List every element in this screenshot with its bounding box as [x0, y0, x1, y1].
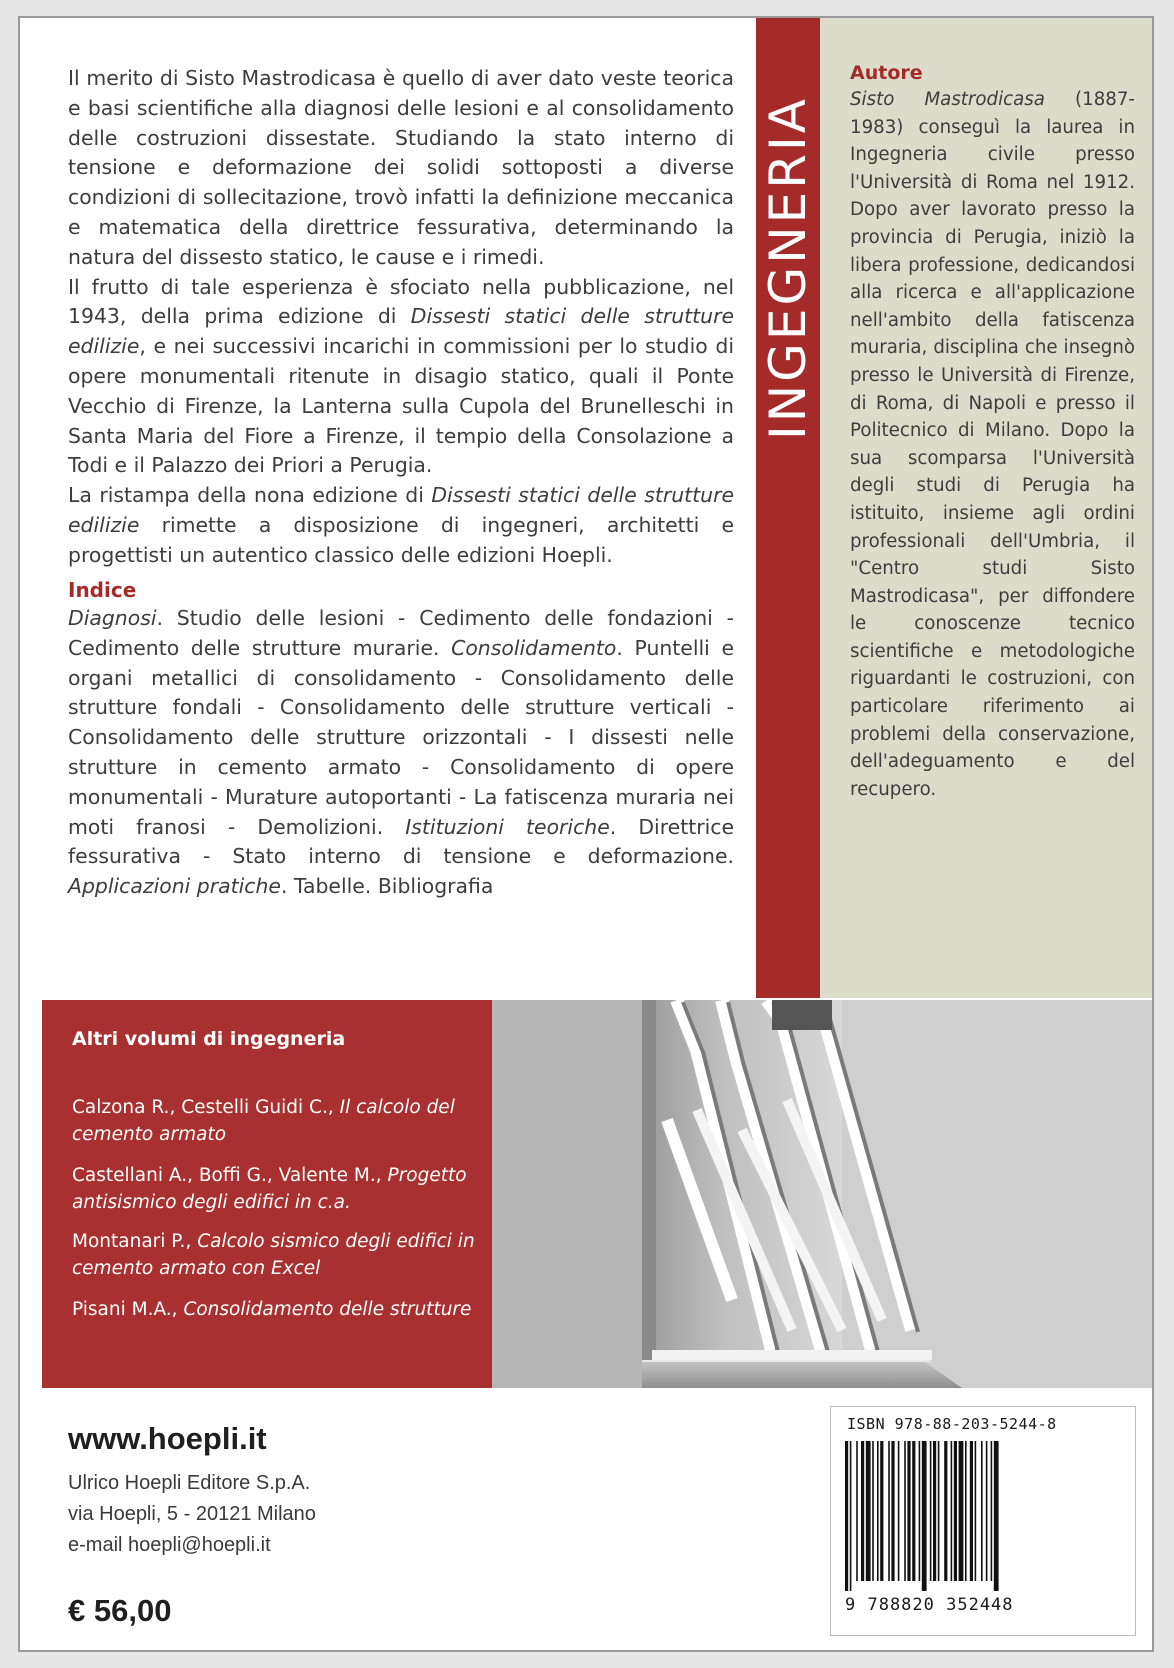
description-paragraph-1: Il merito di Sisto Mastrodicasa è quello di aver dato veste teorica e basi scientifiche alla diagnosi delle lesioni e al consolidamento delle costruzioni dissestate. Studiando la stato interno di tensione e deformazione dei solidi sottoposti a diverse condizioni di sollecitazione, trovò infatti la definizione meccanica e matematica della direttrice fessurativa, determinando la natura del dissesto statico, le cause e i rimedi.: [68, 66, 734, 269]
book-item: [72, 1094, 482, 1148]
barcode-bar: [944, 1441, 947, 1581]
book-authors: Montanari P.,: [72, 1231, 198, 1252]
index-section: Istituzioni teoriche: [405, 814, 610, 839]
barcode-bar: [951, 1441, 953, 1581]
barcode-bar: [994, 1441, 999, 1591]
author-bio: [850, 86, 1135, 803]
book-authors: Pisani M.A.,: [72, 1299, 184, 1320]
book-title: Consolidamento delle strutture: [183, 1299, 472, 1320]
description-text: Il frutto di tale esperienza è sfociato nella pubblicazione, nel 1943, della prima edizione di: [68, 274, 734, 329]
book-authors: Calzona R., Cestelli Guidi C.,: [72, 1097, 340, 1118]
book-description: [68, 64, 734, 571]
cover-photo: [492, 1000, 1154, 1388]
barcode-bar: [845, 1441, 848, 1591]
barcode-bar: [965, 1441, 967, 1581]
barcode-icon: [845, 1441, 1121, 1591]
other-books-title: Altri volumi di ingegneria: [72, 1028, 346, 1050]
barcode-bar: [991, 1441, 993, 1581]
barcode-bar: [919, 1441, 921, 1581]
publisher-name: Ulrico Hoepli Editore S.p.A.: [68, 1472, 311, 1494]
author-name: Sisto Mastrodicasa: [850, 89, 1045, 110]
book-authors: Castellani A., Boffi G., Valente M.,: [72, 1165, 388, 1186]
description-text: rimette a disposizione di ingegneri, architetti e progettisti un autentico classico delle edizioni Hoepli.: [68, 512, 734, 567]
barcode-bar: [888, 1441, 890, 1581]
publisher-address: via Hoepli, 5 - 20121 Milano: [68, 1503, 316, 1525]
spine-label: INGEGNERIA: [759, 96, 818, 440]
barcode-bar: [861, 1441, 864, 1581]
barcode-bar: [938, 1441, 940, 1581]
description-paragraph-2: [68, 273, 734, 482]
publisher-info: [68, 1468, 316, 1561]
structure-illustration: [492, 1000, 1154, 1388]
barcode-bar: [970, 1441, 973, 1581]
barcode-bar: [872, 1441, 874, 1581]
index-section: Consolidamento: [451, 635, 617, 660]
description-text: La ristampa della nona edizione di: [68, 483, 432, 508]
description-paragraph-3: [68, 481, 734, 570]
spine-title: [760, 58, 816, 478]
author-heading: Autore: [850, 62, 923, 84]
barcode-bar: [877, 1441, 879, 1581]
barcode-bar: [898, 1441, 900, 1581]
barcode-bar: [933, 1441, 936, 1581]
barcode-box: [830, 1406, 1136, 1636]
index-text: . Studio delle lesioni - Cedimento delle fondazioni - Cedimento delle strutture murarie.: [68, 606, 734, 660]
author-bio-text: (1887-1983) conseguì la laurea in Ingegneria civile presso l'Università di Roma nel 1912. Dopo aver lavorato presso la provincia di Perugia, iniziò la libera professione, dedicandosi alla ricerca e all'applicazione nell'ambito della fatiscenza muraria, disciplina che insegnò presso le Università di Firenze, di Roma, di Napoli e presso il Politecnico di Milano. Dopo la sua scomparsa l'Università degli studi di Perugia ha istituito, insieme agli ordini professionali dell'Umbria, il "Centro studi Sisto Mastrodicasa", per diffondere le conoscenze tecnico scientifiche e metodologiche riguardanti le costruzioni, con particolare riferimento ai problemi della conservazione, dell'adeguamento e del recupero.: [850, 89, 1135, 800]
description-text: , e nei successivi incarichi in commissioni per lo studio di opere monumentali ritenute in disagio statico, quali il Ponte Vecchio di Firenze, la Lanterna sulla Cupola del Brunelleschi in Santa Maria del Fiore a Firenze, il tempio della Consolazione a Todi e il Palazzo dei Priori a Perugia.: [68, 334, 734, 478]
index-text: . Puntelli e organi metallici di consolidamento - Consolidamento delle strutture fondali - Consolidamento delle strutture verticali - Consolidamento delle strutture orizzontali - I dissesti nelle strutture in cemento armato - Consolidamento di opere monumentali - Murature autoportanti - La fatiscenza muraria nei moti franosi - Demolizioni.: [68, 635, 734, 839]
index-section: Diagnosi: [68, 606, 157, 630]
book-item: [72, 1228, 482, 1282]
index-contents: [68, 604, 734, 902]
index-heading: Indice: [68, 578, 137, 602]
barcode-bar: [907, 1441, 910, 1581]
barcode-bar: [912, 1441, 915, 1581]
barcode-bar: [904, 1441, 906, 1581]
index-text: . Tabelle. Bibliografia: [280, 874, 494, 899]
book-back-cover: [18, 16, 1154, 1652]
book-title: Calcolo sismico degli edifici in cemento armato con Excel: [72, 1231, 475, 1279]
index-section: Applicazioni pratiche: [68, 874, 281, 899]
price: € 56,00: [68, 1593, 172, 1628]
book-title: Progetto antisismico degli edifici in c.a.: [72, 1165, 467, 1213]
publisher-website[interactable]: www.hoepli.it: [68, 1421, 267, 1456]
barcode-bar: [975, 1441, 977, 1581]
book-title: Il calcolo del cemento armato: [72, 1097, 455, 1145]
publisher-email[interactable]: e-mail hoepli@hoepli.it: [68, 1534, 271, 1556]
barcode-bar: [891, 1441, 894, 1581]
book-title-ref: Dissesti statici delle strutture edilizie: [68, 304, 734, 359]
barcode-bar: [850, 1441, 852, 1591]
barcode-bar: [954, 1441, 957, 1581]
barcode-bar: [880, 1441, 883, 1581]
other-books-panel: [42, 1000, 492, 1388]
barcode-digits: 9 788820 352448: [845, 1595, 1014, 1615]
isbn-label: ISBN 978-88-203-5244-8: [847, 1415, 1057, 1433]
barcode-bar: [856, 1441, 858, 1581]
book-item: [72, 1296, 482, 1323]
book-item: [72, 1162, 482, 1216]
barcode-bar: [986, 1441, 988, 1581]
barcode-bar: [981, 1441, 983, 1581]
barcode-bar: [930, 1441, 932, 1581]
barcode-bar: [866, 1441, 871, 1581]
index-text: . Direttrice fessurativa - Stato interno di tensione e deformazione.: [68, 814, 734, 869]
barcode-bar: [922, 1441, 927, 1591]
book-title-ref: Dissesti statici delle strutture edilizie: [68, 483, 734, 537]
barcode-bar: [959, 1441, 964, 1581]
